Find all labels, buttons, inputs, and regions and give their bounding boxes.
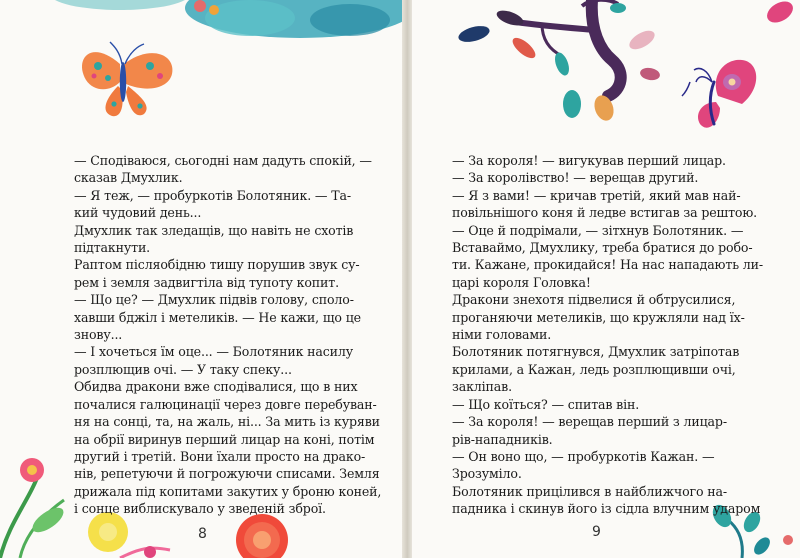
butterfly-orange-illustration xyxy=(82,42,172,116)
text-line: Раптом післяобідню тишу порушив звук су- xyxy=(74,257,360,273)
text-line: почалися галюцинації через довге перебуван- xyxy=(74,396,377,412)
text-line: другий і третій. Вони їхали просто на драко- xyxy=(74,448,366,464)
text-line: кий чудовий день... xyxy=(74,205,202,221)
text-line: падника і скинув його із сідла влучним ударом xyxy=(452,501,761,517)
right-page xyxy=(412,0,800,558)
text-line: — Оце й подрімали, — зітхнув Болотяник. — xyxy=(452,222,744,238)
text-line: на обрії виринув перший лицар на коні, потім xyxy=(74,431,375,447)
text-line: — Що це? — Дмухлик підвів голову, споло- xyxy=(74,292,354,308)
right-page-text xyxy=(452,152,763,518)
left-page-text xyxy=(74,152,382,518)
text-line: підтакнути. xyxy=(74,240,151,256)
text-line: сказав Дмухлик. xyxy=(74,170,183,186)
text-line: знову... xyxy=(74,327,123,343)
text-line: хавши бджіл і метеликів. — Не кажи, що це xyxy=(74,309,361,325)
text-line: — Он воно що, — пробуркотів Кажан. — xyxy=(452,448,715,464)
text-line: проганяючи метеликів, що кружляли над їх- xyxy=(452,309,745,325)
text-line: Обидва дракони вже сподівалися, що в них xyxy=(74,379,358,395)
text-line: — Що коїться? — спитав він. xyxy=(452,396,640,412)
page-number-right: 9 xyxy=(592,524,601,540)
text-line: і сонце виблискувало у зведеній зброї. xyxy=(74,501,326,517)
text-line: повільнішого коня й ледве встигав за рештою. xyxy=(452,205,758,221)
text-line: — Сподіваюся, сьогодні нам дадуть спокій, — xyxy=(74,153,372,168)
text-line: — Я з вами! — кричав третій, який мав най- xyxy=(452,187,741,203)
text-line: німи головами. xyxy=(452,327,552,343)
text-line: ня на сонці, та, на жаль, ні... За мить із куряви xyxy=(74,414,380,430)
text-line: царі короля Головка! xyxy=(452,274,591,290)
text-line: закліпав. xyxy=(452,379,512,395)
text-line: — За короля! — вигукував перший лицар. xyxy=(452,153,726,168)
text-line: Вставаймо, Дмухлику, треба братися до робо- xyxy=(452,240,753,256)
text-line: дрижала під копитами закутих у броню коней, xyxy=(74,483,382,499)
pink-leaf-illustration xyxy=(763,0,796,27)
text-line: — За королівство! — верещав другий. xyxy=(452,170,699,186)
text-line: Зрозуміло. xyxy=(452,466,522,482)
text-line: — І хочеться їм оце... — Болотяник насилу xyxy=(74,344,354,360)
text-line: крилами, а Кажан, ледь розплющивши очі, xyxy=(452,361,736,377)
text-line: ти. Кажане, прокидайся! На нас нападають ли- xyxy=(452,257,763,273)
text-line: — За короля! — верещав перший з лицар- xyxy=(452,414,727,430)
text-line: рів-нападників. xyxy=(452,431,553,447)
butterfly-pink-illustration xyxy=(682,60,756,128)
page-number-left: 8 xyxy=(198,526,207,542)
branch-illustration xyxy=(457,0,661,123)
text-line: — Я теж, — пробуркотів Болотяник. — Та- xyxy=(74,187,351,203)
text-line: Болотяник потягнувся, Дмухлик затріпотав xyxy=(452,344,740,360)
text-line: рем і земля задвигтіла від тупоту копит. xyxy=(74,274,339,290)
text-line: розплющив очі. — У таку спеку... xyxy=(74,361,292,377)
text-line: Дракони знехотя підвелися й обтрусилися, xyxy=(452,292,736,308)
foliage-top-illustration xyxy=(50,0,404,38)
text-line: Болотяник прицілився в найближчого на- xyxy=(452,483,727,499)
text-line: Дмухлик так зледащів, що навіть не схотів xyxy=(74,222,354,238)
text-line: нів, репетуючи й погрожуючи списами. Земля xyxy=(74,466,380,482)
